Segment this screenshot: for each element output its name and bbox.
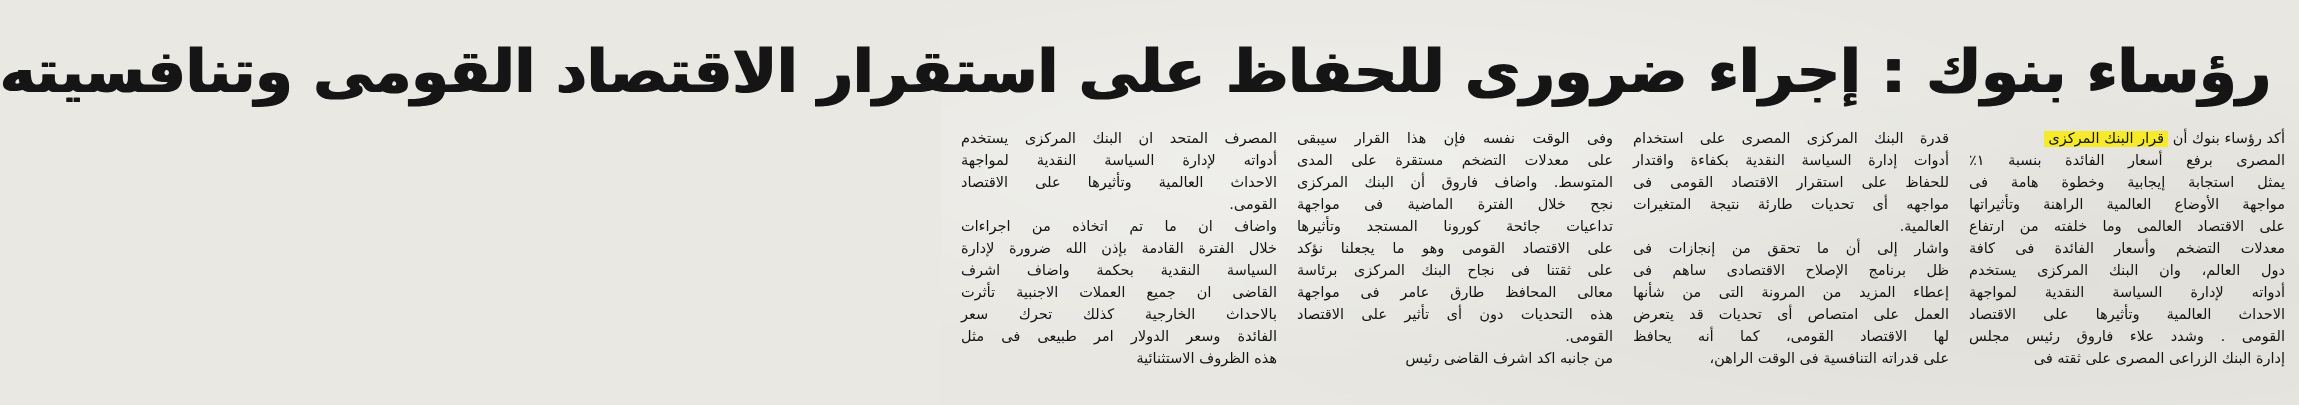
text-line: السياسة النقدية بحكمة واضاف اشرف — [961, 263, 1277, 279]
text-line: المصرف المتحد ان البنك المركزى يستخدم — [961, 131, 1277, 147]
text-line: ظل برنامج الإصلاح الاقتصادى ساهم فى — [1633, 263, 1949, 279]
text-line: من جانبه اكد اشرف القاضى رئيس — [1405, 351, 1613, 367]
text-line: أدواته لإدارة السياسة النقدية لمواجهة — [961, 153, 1277, 169]
highlighted-text: قرار البنك المركزى — [2044, 131, 2168, 147]
text-line: القومى. — [1229, 197, 1277, 213]
article-column-4 — [961, 128, 1277, 400]
text-line: معدلات التضخم وأسعار الفائدة فى كافة — [1969, 241, 2285, 257]
text-line: هذه الظروف الاستثنائية — [1136, 351, 1277, 367]
text-line — [1969, 128, 2285, 150]
text-line: أدواته لإدارة السياسة النقدية لمواجهة — [1969, 285, 2285, 301]
text-line: واشار إلى أن ما تحقق من إنجازات فى — [1633, 241, 1949, 257]
text-line: القومى . وشدد علاء فاروق رئيس مجلس — [1969, 329, 2285, 345]
text-line: أدوات إدارة السياسة النقدية بكفاءة واقتدار — [1633, 153, 1949, 169]
text-line: الاحداث العالمية وتأثيرها على الاقتصاد — [1969, 307, 2285, 323]
text-line: نجح خلال الفترة الماضية فى مواجهة — [1297, 197, 1613, 213]
text-line: العالمية. — [1899, 219, 1949, 235]
text-line: يمثل استجابة إيجابية وخطوة هامة فى — [1969, 175, 2285, 191]
text-line: مواجهة الأوضاع العالمية الراهنة وتأثيراتها — [1969, 197, 2285, 213]
text-line: القاضى ان جميع العملات الاجنبية تأثرت — [961, 285, 1277, 301]
article-column-3 — [1297, 128, 1613, 400]
text-line: إدارة البنك الزراعى المصرى على ثقته فى — [2033, 351, 2285, 367]
text-line: الفائدة وسعر الدولار امر طبيعى فى مثل — [961, 329, 1277, 345]
text-line: مواجهه أى تحديات طارئة نتيجة المتغيرات — [1633, 197, 1949, 213]
text-line: بالاحداث الخارجية كذلك تحرك سعر — [961, 307, 1277, 323]
text-line: الاحداث العالمية وتأثيرها على الاقتصاد — [961, 175, 1277, 191]
text-line: دول العالم، وان البنك المركزى يستخدم — [1969, 263, 2285, 279]
text-line: العمل على امتصاص أى تحديات قد يتعرض — [1633, 307, 1949, 323]
text-line: على الاقتصاد العالمى وما خلفته من ارتفاع — [1969, 219, 2285, 235]
text-line: قدرة البنك المركزى المصرى على استخدام — [1633, 131, 1949, 147]
text-line: إعطاء المزيد من المرونة التى من شأنها — [1633, 285, 1949, 301]
text-line: على قدراته التنافسية فى الوقت الراهن، — [1709, 351, 1949, 367]
text-line: على ثقتنا فى نجاح البنك المركزى برئاسة — [1297, 263, 1613, 279]
text-line: على الاقتصاد القومى وهو ما يجعلنا نؤكد — [1297, 241, 1613, 257]
text-line: واضاف ان ما تم اتخاذه من اجراءات — [961, 219, 1277, 235]
text-line: وفى الوقت نفسه فإن هذا القرار سيبقى — [1297, 131, 1613, 147]
article-columns — [945, 128, 2285, 400]
text-line: لها الاقتصاد القومى، كما أنه يحافظ — [1633, 329, 1949, 345]
text-line: خلال الفترة القادمة بإذن الله ضرورة لإدارة — [961, 241, 1277, 257]
text-line: المتوسط. واضاف فاروق أن البنك المركزى — [1297, 175, 1613, 191]
article-column-2 — [1633, 128, 1949, 400]
text-segment: أكد رؤساء بنوك أن — [2168, 131, 2285, 147]
text-line: القومى. — [1565, 329, 1613, 345]
text-line: هذه التحديات دون أى تأثير على الاقتصاد — [1297, 307, 1613, 323]
text-line: على معدلات التضخم مستقرة على المدى — [1297, 153, 1613, 169]
headline: رؤساء بنوك : إجراء ضرورى للحفاظ على استقرار الاقتصاد القومى وتنافسيته — [0, 37, 2271, 107]
article-column-1 — [1969, 128, 2285, 400]
text-line: معالى المحافظ طارق عامر فى مواجهة — [1297, 285, 1613, 301]
text-line: تداعيات جائحة كورونا المستجد وتأثيرها — [1297, 219, 1613, 235]
text-line: للحفاظ على استقرار الاقتصاد القومى فى — [1633, 175, 1949, 191]
text-line: المصرى برفع أسعار الفائدة بنسبة ١٪ — [1969, 153, 2285, 169]
